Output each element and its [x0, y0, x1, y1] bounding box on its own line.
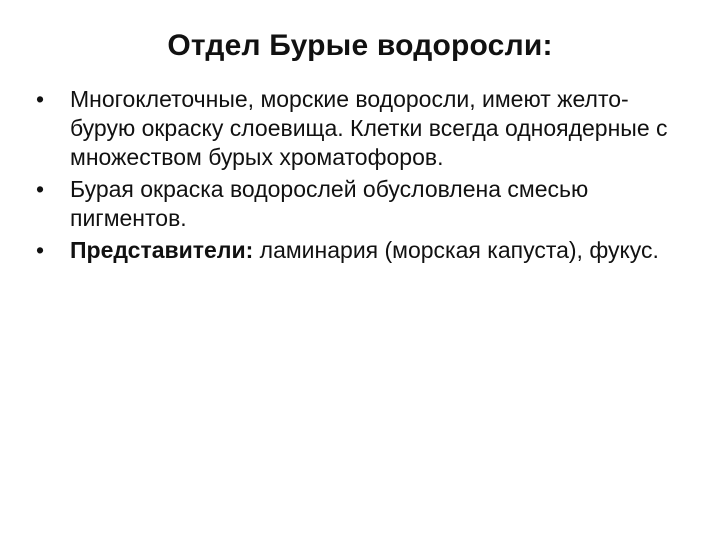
bullet-item-1 [36, 85, 686, 172]
bullet-text-3: ламинария (морская капуста), фукус. [253, 237, 659, 263]
bullet-text-2: Бурая окраска водорослей обусловлена смесью пигментов. [70, 176, 589, 231]
bullet-item-2 [36, 175, 686, 233]
bullet-icon: • [36, 176, 45, 202]
bullet-text-1: Многоклеточные, морские водоросли, имеют желто-бурую окраску слоевища. Клетки всегда одноядерные с множеством бурых хроматофоров. [70, 86, 668, 170]
bullet-list [36, 85, 686, 268]
bullet-icon: • [36, 86, 45, 112]
bullet-bold-prefix-3: Представители: [70, 237, 254, 263]
slide-title: Отдел Бурые водоросли: [167, 29, 553, 62]
bullet-icon: • [36, 237, 45, 263]
bullet-item-3 [36, 236, 686, 265]
